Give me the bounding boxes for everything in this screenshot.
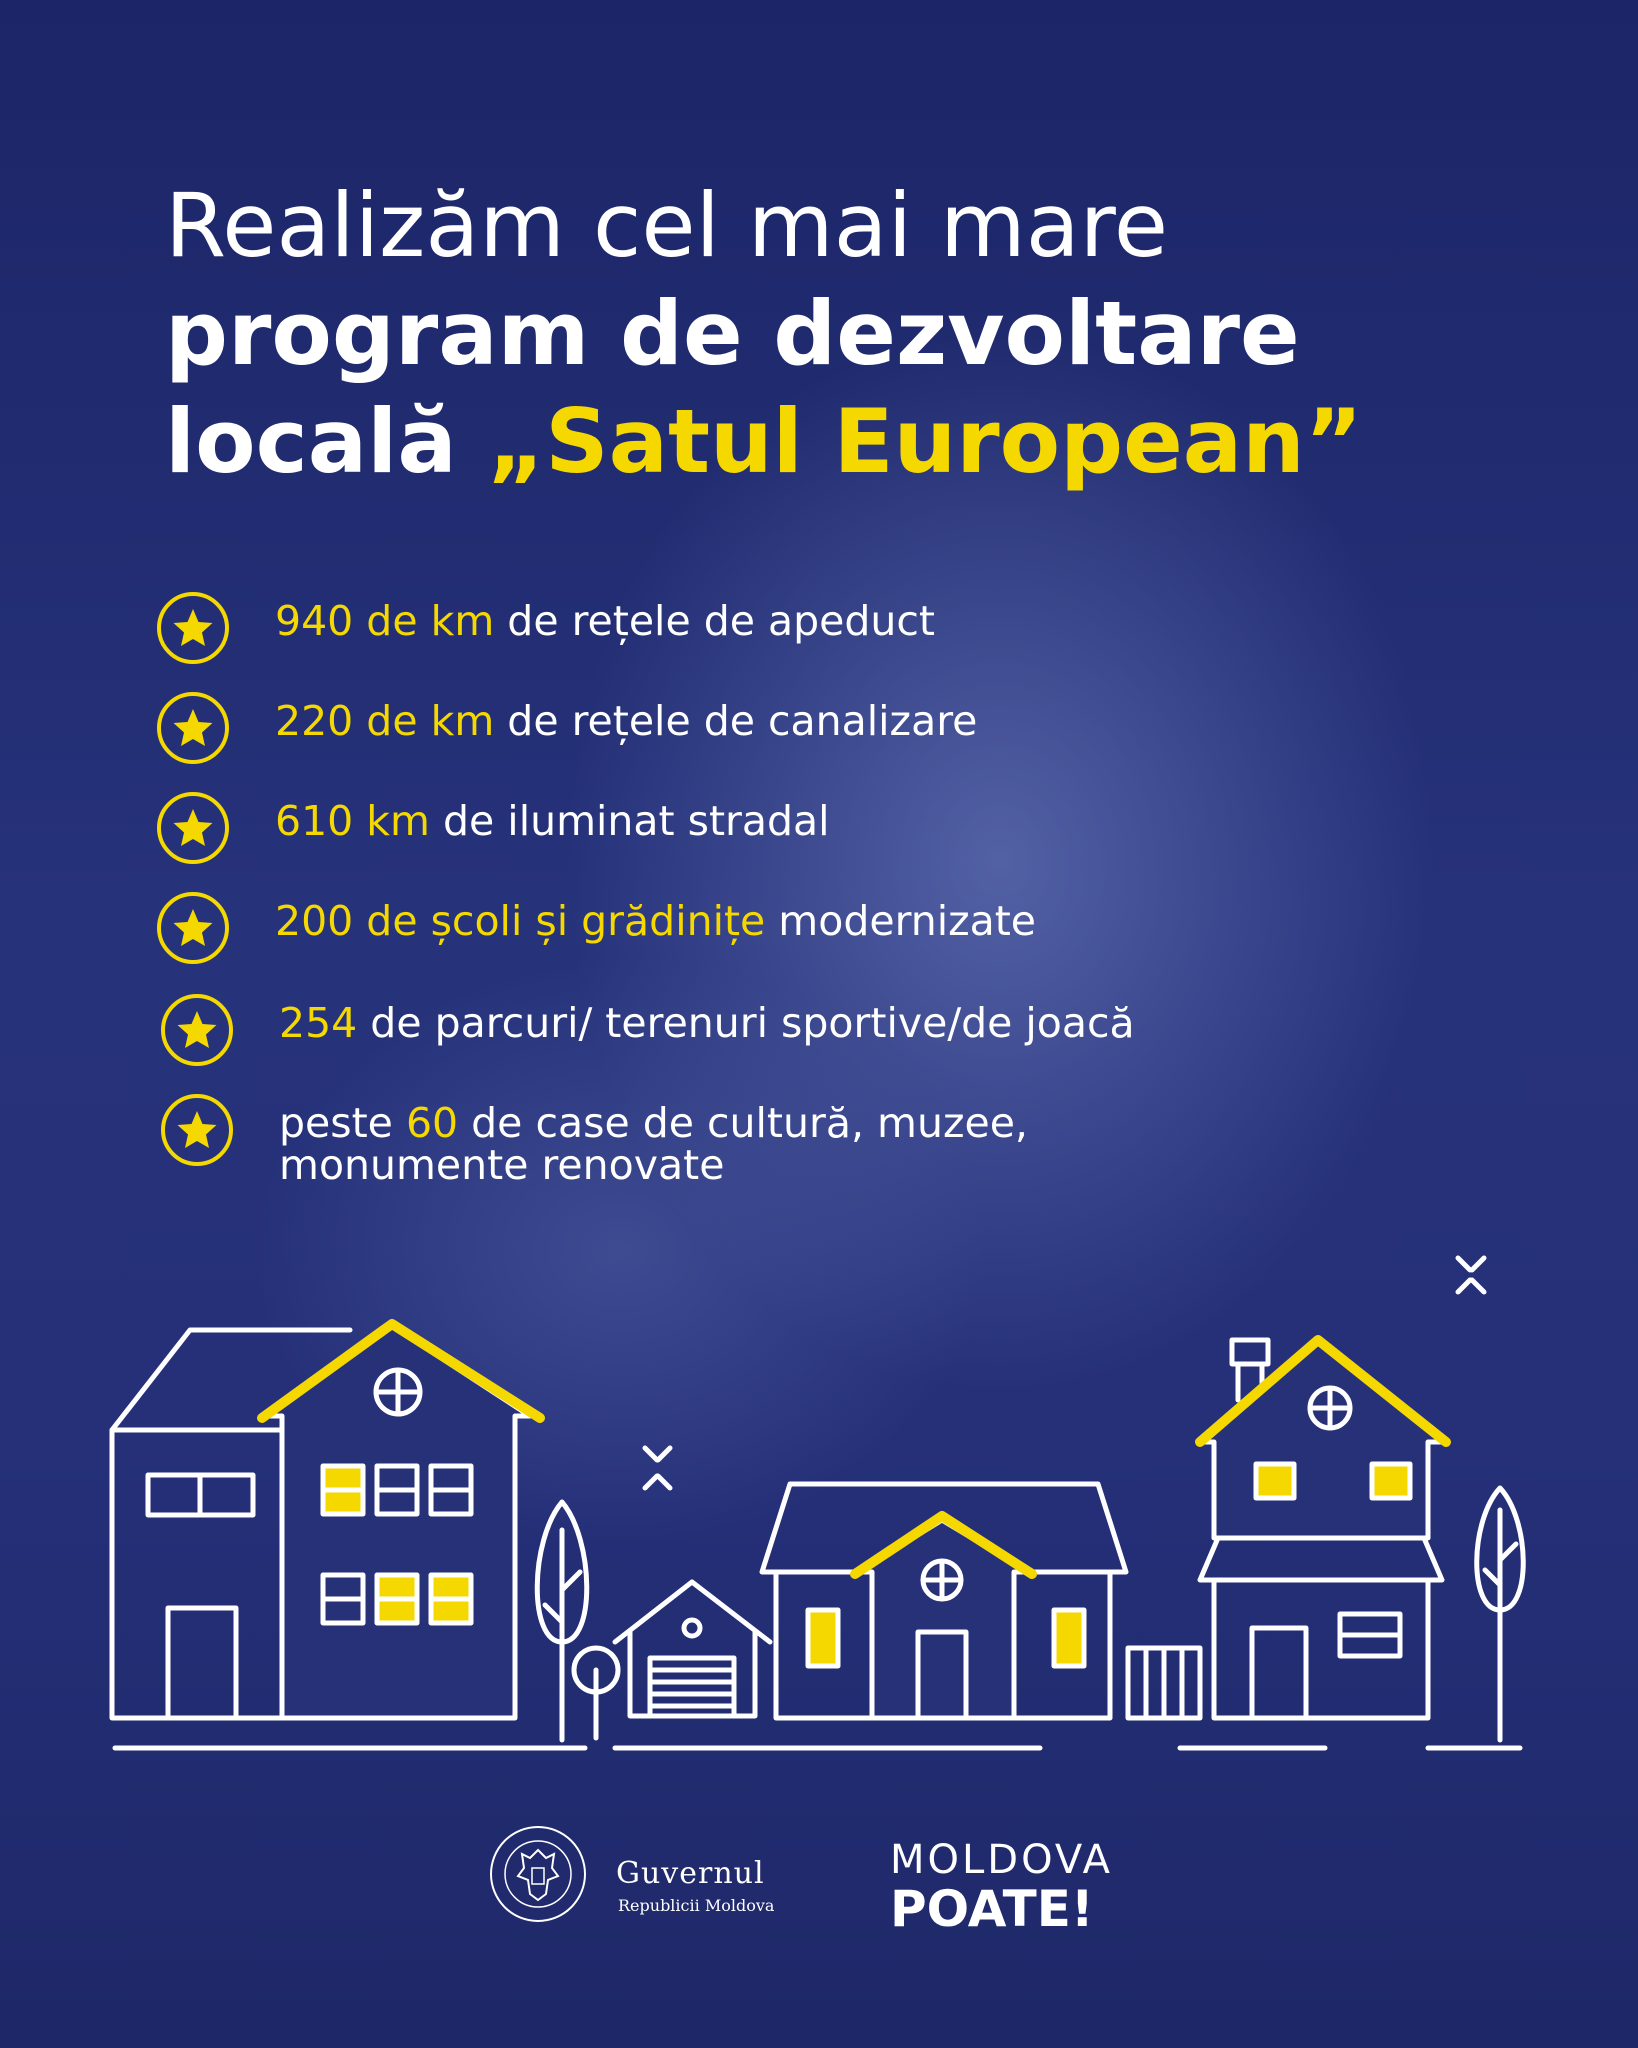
government-name: Guvernul [616,1856,765,1891]
headline-line-3 [165,388,1565,496]
stat-text [279,1099,1179,1189]
headline-line-2: program de dezvoltare [165,282,1300,385]
stat-label: de case de cultură, muzee, monumente renovate [279,1099,1028,1189]
village-illustration [0,1230,1638,1790]
stat-text [275,697,978,745]
stat-text [275,897,1037,945]
stat-value: 940 de km [275,597,495,645]
star-icon [159,1092,235,1168]
stat-value: 254 [279,999,358,1047]
headline-line-1: Realizăm cel mai mare [165,174,1169,277]
house-left [112,1324,540,1718]
house-middle [762,1484,1200,1718]
stat-value: 60 [405,1099,459,1147]
stat-label: modernizate [765,897,1037,945]
stat-value: 200 de școli și grădinițe [275,897,766,945]
stat-prefix: peste [279,1099,406,1147]
star-icon [155,790,231,866]
stat-value: 610 km [275,797,430,845]
government-subtitle: Republicii Moldova [618,1896,775,1915]
stat-value: 220 de km [275,697,495,745]
star-icon [159,992,235,1068]
star-icon [155,590,231,666]
government-emblem [488,1822,588,1926]
program-name: „Satul European” [487,390,1363,493]
sparkle-icon [645,1448,670,1488]
headline [165,172,1565,496]
sparkle-icon [1458,1258,1484,1292]
headline-line-3-prefix: locală [165,390,488,493]
garage [615,1582,770,1716]
star-icon [155,890,231,966]
tree-icon [1477,1488,1524,1740]
stat-text [275,797,830,845]
stat-label: de parcuri/ terenuri sportive/de joacă [357,999,1135,1047]
government-logo [488,1822,848,1932]
stat-label: de rețele de apeduct [494,597,935,645]
stat-text [275,597,935,645]
house-right [1198,1340,1446,1718]
stat-text [279,999,1135,1047]
brand-line-1: MOLDOVA [890,1837,1114,1883]
brand-line-2: POATE! [890,1880,1094,1938]
tree-icon [537,1502,618,1740]
moldova-poate-logo [890,1838,1113,1936]
stat-label: de rețele de canalizare [494,697,978,745]
stat-label: de iluminat stradal [429,797,830,845]
star-icon [155,690,231,766]
